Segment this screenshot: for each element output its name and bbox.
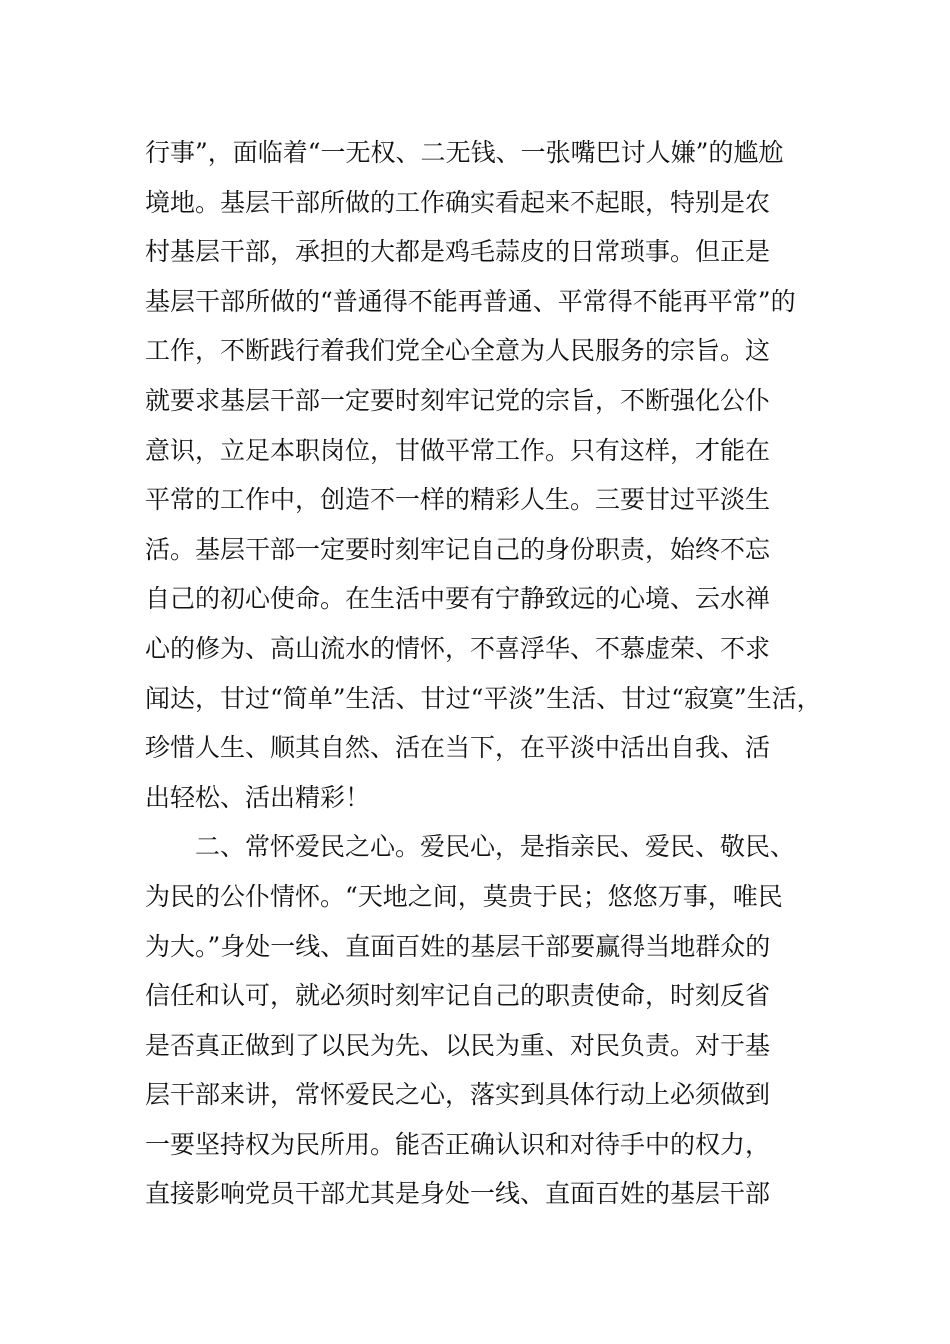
text-line: 层干部来讲，常怀爱民之心，落实到具体行动上必须做到 — [145, 1080, 771, 1110]
text-line: 自己的初心使命。在生活中要有宁静致远的心境、云水禅 — [145, 584, 771, 614]
text-line: 一要坚持权为民所用。能否正确认识和对待手中的权力， — [145, 1129, 771, 1159]
text-line: 工作，不断践行着我们党全心全意为人民服务的宗旨。这 — [145, 336, 771, 366]
text-line: 意识，立足本职岗位，甘做平常工作。只有这样，才能在 — [145, 435, 771, 465]
text-line: 为民的公仆情怀。“天地之间，莫贵于民；悠悠万事，唯民 — [145, 881, 783, 911]
paragraph-start-line: 二、常怀爱民之心。爱民心，是指亲民、爱民、敬民、 — [195, 832, 796, 862]
text-line: 心的修为、高山流水的情怀，不喜浮华、不慕虚荣、不求 — [145, 633, 771, 663]
text-line: 信任和认可，就必须时刻牢记自己的职责使命，时刻反省 — [145, 981, 771, 1011]
text-line: 村基层干部，承担的大都是鸡毛蒜皮的日常琐事。但正是 — [145, 237, 771, 267]
text-line: 直接影响党员干部尤其是身处一线、直面百姓的基层干部 — [145, 1179, 771, 1209]
text-line: 境地。基层干部所做的工作确实看起来不起眼，特别是农 — [145, 187, 771, 217]
text-line: 为大。”身处一线、直面百姓的基层干部要赢得当地群众的 — [145, 931, 771, 961]
text-line: 基层干部所做的“普通得不能再普通、平常得不能再平常”的 — [145, 286, 796, 316]
text-line: 就要求基层干部一定要时刻牢记党的宗旨，不断强化公仆 — [145, 385, 771, 415]
text-line: 珍惜人生、顺其自然、活在当下，在平淡中活出自我、活 — [145, 733, 771, 763]
text-line: 活。基层干部一定要时刻牢记自己的身份职责，始终不忘 — [145, 534, 771, 564]
text-line: 平常的工作中，创造不一样的精彩人生。三要甘过平淡生 — [145, 485, 771, 515]
body-text — [145, 128, 825, 1219]
text-line: 行事”，面临着“一无权、二无钱、一张嘴巴讨人嫌”的尴尬 — [145, 138, 784, 167]
text-line: 闻达，甘过“简单”生活、甘过“平淡”生活、甘过“寂寞”生活， — [145, 683, 822, 713]
text-line: 是否真正做到了以民为先、以民为重、对民负责。对于基 — [145, 1030, 771, 1060]
text-line: 出轻松、活出精彩！ — [145, 782, 371, 812]
